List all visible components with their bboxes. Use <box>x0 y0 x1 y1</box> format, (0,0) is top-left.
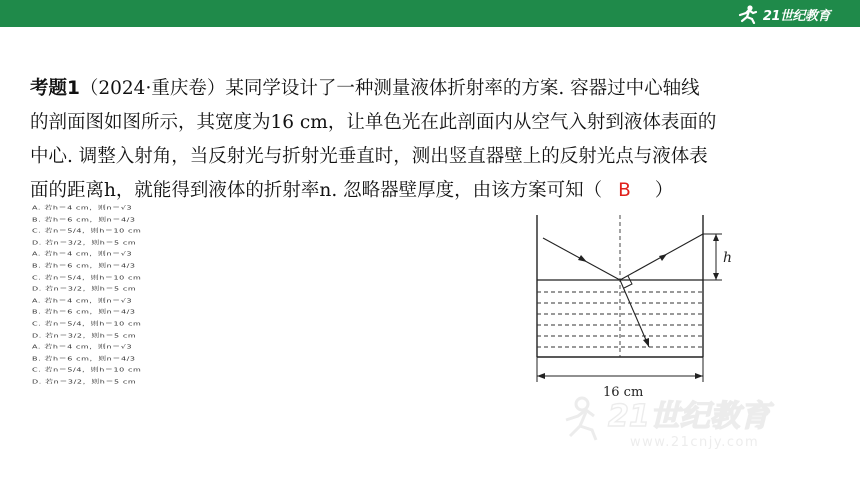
question-line-2: 的剖面图如图所示，其宽度为16 cm，让单色光在此剖面内从空气入射到液体表面的 <box>30 112 717 133</box>
width-arrow-left <box>537 373 545 379</box>
question-text <box>30 72 830 208</box>
option-item: B. 若h＝6 cm，则n＝4/3 <box>32 308 136 316</box>
runner-icon <box>737 4 759 24</box>
question-label: 考题1 <box>30 78 80 99</box>
option-item: A. 若h＝4 cm，则n＝√3 <box>32 297 133 304</box>
option-item: A. 若h＝4 cm，则n＝√3 <box>32 343 133 350</box>
option-item: D. 若n＝3/2，则h＝5 cm <box>32 239 137 246</box>
header-bar <box>0 0 860 27</box>
options-list <box>32 202 272 388</box>
refracted-ray <box>620 280 649 347</box>
watermark-logo <box>560 392 840 452</box>
option-item: D. 若n＝3/2，则h＝5 cm <box>32 378 137 385</box>
option-item: A. 若h＝4 cm，则n＝√3 <box>32 250 133 258</box>
option-item: D. 若n＝3/2，则h＝5 cm <box>32 285 137 292</box>
h-arrow-top <box>713 234 719 241</box>
watermark-url: www.21cnjy.com <box>630 435 760 450</box>
h-arrow-bottom <box>713 273 719 280</box>
brand-logo <box>737 3 830 25</box>
question-line-4-text: 面的距离h，就能得到液体的折射率n. 忽略器壁厚度，由该方案可知（ <box>30 180 603 201</box>
right-angle-marker <box>624 276 632 288</box>
question-line-1 <box>30 72 830 106</box>
option-item: D. 若n＝3/2，则h＝5 cm <box>32 331 137 339</box>
h-label: h <box>723 250 733 266</box>
question-line-3: 中心. 调整入射角，当反射光与折射光垂直时，测出竖直器壁上的反射光点与液体表 <box>30 146 708 167</box>
width-arrow-right <box>695 373 703 379</box>
option-item: C. 若n＝5/4，则h＝10 cm <box>32 274 142 281</box>
option-item: B. 若h＝6 cm，则n＝4/3 <box>32 216 136 223</box>
question-line-4-end: ） <box>654 180 674 201</box>
question-line-1-text: （2024·重庆卷）某同学设计了一种测量液体折射率的方案. 容器过中心轴线 <box>79 78 700 99</box>
answer-choice: B <box>618 180 631 201</box>
option-item: C. 若n＝5/4，则h＝10 cm <box>32 320 142 327</box>
refracted-arrow <box>643 338 649 347</box>
container-diagram <box>515 210 755 400</box>
option-item: C. 若n＝5/4，则h＝10 cm <box>32 366 142 374</box>
option-item: B. 若h＝6 cm，则n＝4/3 <box>32 355 136 362</box>
watermark-text: 21世纪教育 <box>608 399 770 434</box>
option-item: A. 若h＝4 cm，则n＝√3 <box>32 204 133 211</box>
incident-arrow <box>578 255 587 262</box>
width-label: 16 cm <box>603 385 644 400</box>
option-item: C. 若n＝5/4，则h＝10 cm <box>32 227 142 234</box>
logo-text: 21世纪教育 <box>762 8 830 24</box>
option-item: B. 若h＝6 cm，则n＝4/3 <box>32 262 136 269</box>
reflected-arrow <box>659 254 667 261</box>
